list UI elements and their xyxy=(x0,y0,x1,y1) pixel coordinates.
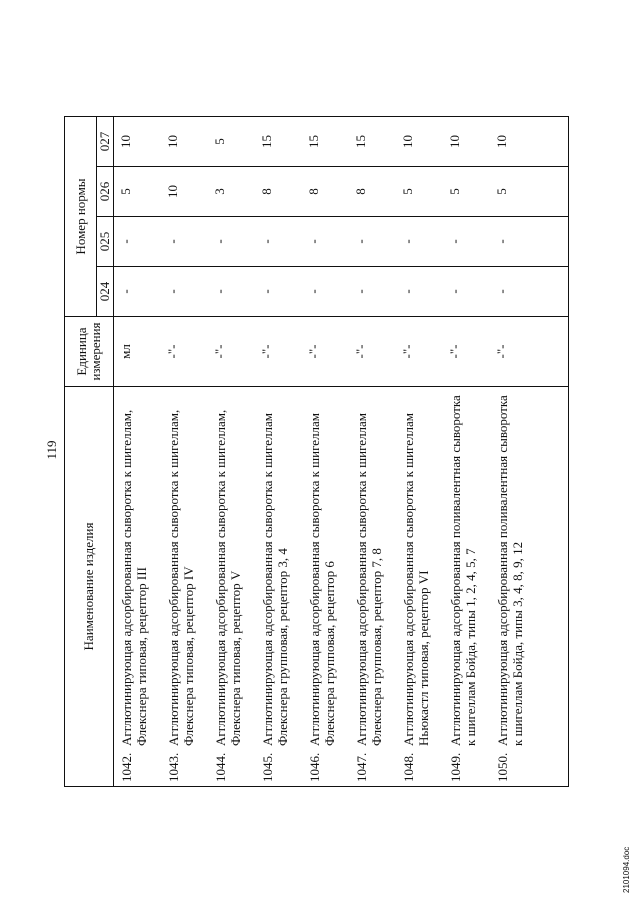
header-norm-026: 026 xyxy=(97,167,114,217)
cell-norm-024-value: - xyxy=(259,289,274,294)
cell-norm-024-value: - xyxy=(306,289,321,294)
cell-unit xyxy=(114,317,162,387)
norms-table xyxy=(64,116,569,787)
cell-norm-025-value: - xyxy=(353,239,368,244)
cell-product-name xyxy=(443,387,490,787)
cell-unit-value: -"- xyxy=(165,344,180,359)
cell-norm-026-value: 3 xyxy=(212,188,227,195)
header-unit: Единица измерения xyxy=(65,317,114,387)
cell-unit-value: мл xyxy=(118,344,133,359)
cell-unit-value: -"- xyxy=(400,344,415,359)
product-name: Агглютинирующая адсорбированная сыворотка к шигеллам Флекснера групповая, рецептор 7, 8 xyxy=(354,412,384,746)
cell-unit xyxy=(443,317,490,387)
cell-norm-025 xyxy=(443,217,490,267)
cell-unit-value: -"- xyxy=(306,344,321,359)
product-name: Агглютинирующая адсорбированная сыворотка к шигеллам, Флекснера типовая, рецептор V xyxy=(213,409,243,746)
table-row xyxy=(161,117,208,787)
cell-product-name xyxy=(490,387,569,787)
row-number: 1046. xyxy=(307,752,322,782)
cell-norm-025 xyxy=(490,217,569,267)
cell-norm-027-value: 10 xyxy=(400,135,415,148)
table-row xyxy=(208,117,255,787)
cell-norm-027-value: 15 xyxy=(259,135,274,148)
cell-norm-025-value: - xyxy=(447,239,462,244)
cell-norm-025 xyxy=(255,217,302,267)
cell-unit-value: -"- xyxy=(447,344,462,359)
row-number: 1045. xyxy=(260,752,275,782)
cell-norm-025-value: - xyxy=(494,239,509,244)
document-reference: 2101094.doc xyxy=(622,846,631,893)
cell-unit xyxy=(208,317,255,387)
cell-product-name xyxy=(302,387,349,787)
cell-norm-026 xyxy=(302,167,349,217)
cell-norm-024 xyxy=(490,267,569,317)
cell-norm-025 xyxy=(396,217,443,267)
cell-unit-value: -"- xyxy=(353,344,368,359)
cell-norm-025-value: - xyxy=(306,239,321,244)
cell-norm-024-value: - xyxy=(400,289,415,294)
cell-unit xyxy=(255,317,302,387)
product-name: Агглютинирующая адсорбированная поливалентная сыворотка к шигеллам Бойда, типы 1, 2, 4, 5, 7 xyxy=(448,395,478,746)
cell-norm-027-value: 10 xyxy=(447,135,462,148)
product-name: Агглютинирующая адсорбированная сыворотка к шигеллам Флекснера групповая, рецептор 3, 4 xyxy=(260,412,290,746)
cell-unit xyxy=(302,317,349,387)
cell-norm-026 xyxy=(161,167,208,217)
cell-unit xyxy=(396,317,443,387)
cell-norm-027-value: 10 xyxy=(118,135,133,148)
product-name: Агглютинирующая адсорбированная поливалентная сыворотка к шигеллам Бойда, типы 3, 4, 8, 9, 12 xyxy=(495,395,525,746)
header-norm-027: 027 xyxy=(97,117,114,167)
product-name: Агглютинирующая адсорбированная сыворотка к шигеллам, Флекснера типовая, рецептор III xyxy=(119,409,149,746)
cell-norm-024 xyxy=(396,267,443,317)
header-norm-024: 024 xyxy=(97,267,114,317)
cell-norm-026 xyxy=(255,167,302,217)
cell-norm-024-value: - xyxy=(494,289,509,294)
page-number: 119 xyxy=(44,440,59,460)
row-number: 1050. xyxy=(495,752,510,782)
cell-norm-026 xyxy=(443,167,490,217)
cell-product-name xyxy=(161,387,208,787)
cell-unit xyxy=(349,317,396,387)
cell-norm-027 xyxy=(208,117,255,167)
cell-norm-026-value: 5 xyxy=(494,188,509,195)
cell-norm-026-value: 5 xyxy=(447,188,462,195)
row-number: 1049. xyxy=(448,752,463,782)
cell-norm-025-value: - xyxy=(259,239,274,244)
table-row xyxy=(255,117,302,787)
cell-norm-026-value: 5 xyxy=(118,188,133,195)
row-number: 1043. xyxy=(166,752,181,782)
header-norm-025: 025 xyxy=(97,217,114,267)
cell-unit xyxy=(490,317,569,387)
cell-norm-027 xyxy=(302,117,349,167)
cell-product-name xyxy=(255,387,302,787)
table-row xyxy=(349,117,396,787)
cell-unit-value: -"- xyxy=(259,344,274,359)
row-number: 1044. xyxy=(213,752,228,782)
cell-norm-025-value: - xyxy=(165,239,180,244)
product-name: Агглютинирующая адсорбированная сыворотка к шигеллам Флекснера групповая, рецептор 6 xyxy=(307,412,337,746)
cell-norm-025 xyxy=(302,217,349,267)
cell-norm-027-value: 15 xyxy=(353,135,368,148)
product-name: Агглютинирующая адсорбированная сыворотка к шигеллам, Флекснера типовая, рецептор IV xyxy=(166,409,196,746)
cell-product-name xyxy=(349,387,396,787)
table-row xyxy=(443,117,490,787)
cell-product-name xyxy=(208,387,255,787)
cell-norm-026-value: 8 xyxy=(353,188,368,195)
cell-norm-026 xyxy=(490,167,569,217)
cell-norm-024-value: - xyxy=(447,289,462,294)
cell-product-name xyxy=(396,387,443,787)
cell-norm-026 xyxy=(396,167,443,217)
cell-unit-value: -"- xyxy=(212,344,227,359)
cell-norm-024 xyxy=(255,267,302,317)
cell-product-name xyxy=(114,387,162,787)
cell-norm-024-value: - xyxy=(212,289,227,294)
cell-norm-024 xyxy=(302,267,349,317)
cell-norm-027 xyxy=(443,117,490,167)
cell-norm-025-value: - xyxy=(118,239,133,244)
cell-norm-026-value: 5 xyxy=(400,188,415,195)
cell-norm-025-value: - xyxy=(400,239,415,244)
cell-norm-024 xyxy=(349,267,396,317)
cell-norm-027-value: 10 xyxy=(494,135,509,148)
cell-norm-024-value: - xyxy=(353,289,368,294)
cell-norm-027 xyxy=(255,117,302,167)
cell-norm-025 xyxy=(114,217,162,267)
cell-norm-024 xyxy=(208,267,255,317)
cell-norm-024 xyxy=(443,267,490,317)
row-number: 1047. xyxy=(354,752,369,782)
cell-unit-value: -"- xyxy=(494,344,509,359)
row-number: 1042. xyxy=(119,752,134,782)
cell-norm-027 xyxy=(114,117,162,167)
header-norm-group: Номер нормы xyxy=(65,117,97,317)
table-row xyxy=(396,117,443,787)
cell-norm-027-value: 5 xyxy=(212,138,227,145)
cell-norm-027-value: 10 xyxy=(165,135,180,148)
cell-norm-027 xyxy=(349,117,396,167)
cell-norm-027 xyxy=(490,117,569,167)
cell-norm-026 xyxy=(114,167,162,217)
cell-norm-026 xyxy=(349,167,396,217)
product-name: Агглютинирующая адсорбированная сыворотка к шигеллам Ньюкастл типовая, рецептор VI xyxy=(401,412,431,746)
cell-norm-025-value: - xyxy=(212,239,227,244)
header-name: Наименование изделия xyxy=(65,387,114,787)
cell-norm-026-value: 8 xyxy=(306,188,321,195)
row-number: 1048. xyxy=(401,752,416,782)
cell-unit xyxy=(161,317,208,387)
cell-norm-026 xyxy=(208,167,255,217)
table-row xyxy=(114,117,162,787)
cell-norm-025 xyxy=(161,217,208,267)
cell-norm-025 xyxy=(208,217,255,267)
cell-norm-026-value: 10 xyxy=(165,185,180,198)
table-row xyxy=(302,117,349,787)
cell-norm-025 xyxy=(349,217,396,267)
cell-norm-026-value: 8 xyxy=(259,188,274,195)
cell-norm-024-value: - xyxy=(118,289,133,294)
cell-norm-027 xyxy=(161,117,208,167)
cell-norm-027-value: 15 xyxy=(306,135,321,148)
cell-norm-024 xyxy=(114,267,162,317)
cell-norm-024 xyxy=(161,267,208,317)
cell-norm-027 xyxy=(396,117,443,167)
cell-norm-024-value: - xyxy=(165,289,180,294)
table-row xyxy=(490,117,569,787)
